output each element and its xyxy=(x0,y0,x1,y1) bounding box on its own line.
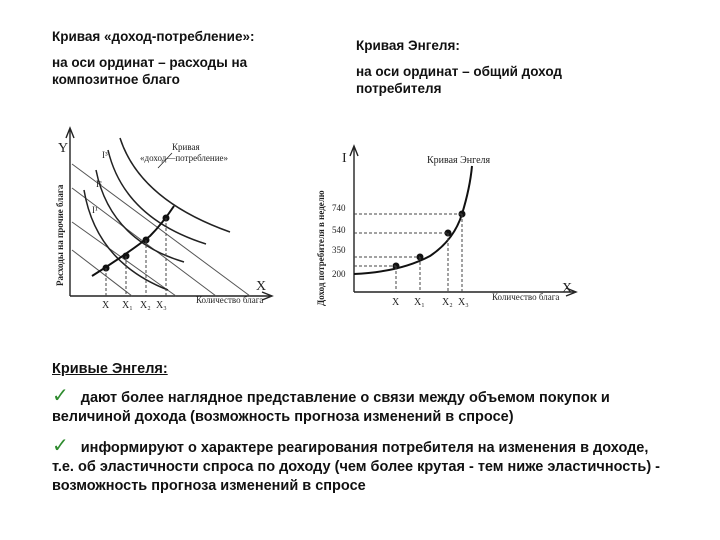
right-y-symbol: I xyxy=(342,151,347,166)
right-x-tick-0: X xyxy=(392,297,400,308)
curve-label-line1: Кривая xyxy=(172,142,200,152)
checkmark-icon: ✓ xyxy=(52,435,69,457)
summary-title: Кривые Энгеля: xyxy=(52,361,168,377)
budget-label-2: I² xyxy=(96,179,102,189)
right-header-title: Кривая Энгеля: xyxy=(356,38,460,53)
income-tick-540: 540 xyxy=(332,225,346,235)
curve-label-line2: «доход—потребление» xyxy=(140,153,229,163)
left-x-tick-1: X₁ xyxy=(122,300,133,311)
left-y-axis-label: Расходы на прочие блага xyxy=(55,184,65,286)
summary-bullet-1 xyxy=(52,387,672,427)
right-x-tick-1: X₁ xyxy=(414,297,425,308)
left-y-symbol: Y xyxy=(58,141,69,156)
summary-bullet-1-text: дают более наглядное представление о связи между объемом покупок и величиной дохода (возможность прогноза изменений в спросе) xyxy=(52,390,610,425)
budget-label-1: I¹ xyxy=(92,205,98,215)
budget-label-3: I³ xyxy=(102,150,108,160)
left-header-title: Кривая «доход-потребление»: xyxy=(52,29,255,44)
summary-bullet-2 xyxy=(52,437,672,496)
engel-curve xyxy=(354,166,472,274)
income-tick-200: 200 xyxy=(332,269,346,279)
right-x-tick-3: X₃ xyxy=(458,297,469,308)
income-tick-740: 740 xyxy=(332,203,346,213)
checkmark-icon: ✓ xyxy=(52,385,69,407)
right-x-tick-2: X₂ xyxy=(442,297,453,308)
left-x-tick-0: X xyxy=(102,300,110,311)
left-header-subtitle: на оси ординат – расходы на композитное благо xyxy=(52,55,248,87)
left-x-symbol: X xyxy=(256,279,267,294)
summary-bullet-2-text: информируют о характере реагирования потребителя на изменения в доходе, т.е. об эластичности спроса по доходу (чем более крутая - тем ниже эластичность) - возможность прогноза изменений в спросе xyxy=(52,440,661,494)
summary xyxy=(52,360,672,506)
engel-curve-label: Кривая Энгеля xyxy=(427,155,491,166)
right-axes xyxy=(350,146,576,296)
right-x-symbol: X xyxy=(562,281,573,296)
left-x-tick-2: X₂ xyxy=(140,300,151,311)
right-projection-lines xyxy=(354,214,462,292)
income-tick-350: 350 xyxy=(332,245,346,255)
right-header-subtitle: на оси ординат – общий доход потребителя xyxy=(356,64,562,96)
left-x-axis-caption: Количество блага xyxy=(196,295,264,305)
engel-points xyxy=(393,211,466,270)
right-y-axis-label: Доход потребителя в неделю xyxy=(316,190,326,306)
left-x-tick-3: X₃ xyxy=(156,300,167,311)
right-x-axis-caption: Количество блага xyxy=(492,292,560,302)
